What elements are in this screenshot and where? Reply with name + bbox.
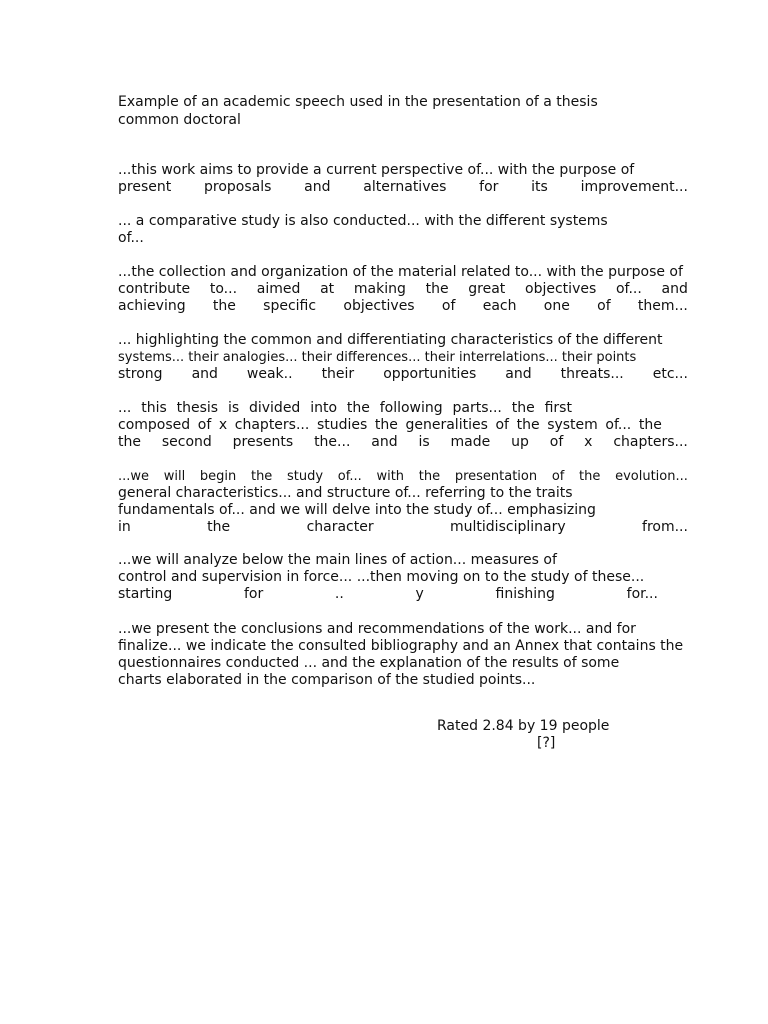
word: their (321, 366, 355, 382)
paragraph-1 (118, 162, 688, 196)
word: ... (118, 400, 132, 416)
word: generalities (405, 417, 488, 433)
word: objectives (343, 298, 415, 314)
word: alternatives (363, 179, 447, 195)
word: will (163, 469, 186, 484)
word: contribute (118, 281, 191, 297)
word: improvement... (580, 179, 688, 195)
word: .. (334, 586, 344, 602)
text-line: ...we will analyze below the main lines of action... measures of (118, 552, 557, 568)
word: in (118, 519, 131, 535)
text-line: charts elaborated in the comparison of the studied points... (118, 672, 536, 688)
word: great (468, 281, 506, 297)
text-line: ... highlighting the common and differentiating characteristics of the different (118, 332, 663, 348)
word: to... (209, 281, 238, 297)
word: the (374, 417, 398, 433)
paragraph-8 (118, 621, 688, 689)
word: weak.. (246, 366, 293, 382)
word: of (441, 298, 456, 314)
word: and (191, 366, 218, 382)
word: the (425, 281, 449, 297)
word: of... (337, 469, 362, 484)
word: of (549, 434, 564, 450)
word: divided (248, 400, 301, 416)
text-line (118, 179, 688, 196)
word: study (287, 469, 324, 484)
word: specific (263, 298, 317, 314)
word: from... (642, 519, 688, 535)
text-line: ...we present the conclusions and recommendations of the work... and for (118, 621, 636, 637)
title-line-2: common doctoral (118, 111, 241, 128)
word: the (579, 469, 601, 484)
word: evolution... (615, 469, 688, 484)
word: finishing (495, 586, 555, 602)
word: the (250, 469, 273, 484)
text-line: control and supervision in force... ...then moving on to the study of these... (118, 569, 645, 585)
word: of (551, 469, 565, 484)
text-line: ...the collection and organization of the material related to... with the purpose of (118, 264, 683, 280)
word: of (495, 417, 509, 433)
word: this (141, 400, 167, 416)
text-line (118, 519, 688, 536)
word: threats... (560, 366, 624, 382)
word: achieving (118, 298, 186, 314)
word: studies (316, 417, 368, 433)
word: x (218, 417, 228, 433)
word: at (320, 281, 335, 297)
word: composed (118, 417, 191, 433)
paragraph-7 (118, 552, 688, 603)
word: them... (637, 298, 688, 314)
rating-help-link[interactable]: [?] (537, 735, 556, 751)
word: and (304, 179, 331, 195)
word: of (597, 298, 611, 314)
word: the (346, 400, 370, 416)
word: the (511, 400, 535, 416)
word: thesis (176, 400, 219, 416)
word: for... (626, 586, 658, 602)
word: multidisciplinary (450, 519, 566, 535)
word: presentation (454, 469, 538, 484)
word: for (479, 179, 499, 195)
word: ...we (118, 469, 150, 484)
word: is (418, 434, 430, 450)
word: y (415, 586, 424, 602)
word: of... (605, 417, 632, 433)
document-title (118, 94, 598, 129)
text-line (118, 298, 688, 315)
word: the (207, 519, 231, 535)
word: up (511, 434, 529, 450)
paragraph-3 (118, 264, 688, 315)
word: chapters... (234, 417, 310, 433)
word: objectives (525, 281, 597, 297)
word: into (310, 400, 338, 416)
word: the (418, 469, 441, 484)
word: begin (199, 469, 237, 484)
word: second (161, 434, 212, 450)
text-line (118, 434, 688, 451)
title-line-1: Example of an academic speech used in the presentation of a thesis (118, 94, 598, 110)
word: parts... (452, 400, 502, 416)
rating-block (437, 718, 610, 752)
text-line: general characteristics... and structure of... referring to the traits (118, 485, 573, 501)
word: and (505, 366, 532, 382)
word: the (212, 298, 236, 314)
word: for (243, 586, 264, 602)
word: of... (615, 281, 642, 297)
word: each (482, 298, 517, 314)
word: one (543, 298, 570, 314)
word: the (516, 417, 540, 433)
word: aimed (256, 281, 301, 297)
word: present (118, 179, 172, 195)
text-line: finalize... we indicate the consulted bibliography and an Annex that contains the (118, 638, 684, 654)
word: strong (118, 366, 163, 382)
paragraph-4 (118, 332, 688, 383)
paragraph-2 (118, 213, 688, 247)
word: with (376, 469, 405, 484)
word: the (638, 417, 662, 433)
word: opportunities (383, 366, 477, 382)
text-line: questionnaires conducted ... and the explanation of the results of some (118, 655, 620, 671)
word: the... (314, 434, 351, 450)
word: starting (118, 586, 173, 602)
word: system (547, 417, 598, 433)
text-line (118, 417, 662, 434)
paragraph-6 (118, 468, 688, 536)
word: presents (232, 434, 294, 450)
paragraph-5 (118, 400, 688, 451)
text-line (118, 468, 688, 485)
word: its (531, 179, 548, 195)
word: etc... (652, 366, 688, 382)
text-line: systems... their analogies... their differences... their interrelations... their points (118, 350, 637, 365)
word: first (544, 400, 572, 416)
word: is (227, 400, 240, 416)
text-line: ... a comparative study is also conducted... with the different systems (118, 213, 608, 229)
word: making (353, 281, 406, 297)
text-line: fundamentals of... and we will delve into the study of... emphasizing (118, 502, 596, 518)
text-line (118, 400, 572, 417)
word: made (450, 434, 491, 450)
text-line (118, 586, 658, 603)
word: x (584, 434, 593, 450)
text-line (118, 281, 688, 298)
text-line: ...this work aims to provide a current perspective of... with the purpose of (118, 162, 635, 178)
text-line: of... (118, 230, 144, 246)
word: following (379, 400, 443, 416)
word: proposals (203, 179, 272, 195)
word: and (371, 434, 398, 450)
word: the (118, 434, 141, 450)
rating-text: Rated 2.84 by 19 people (437, 718, 610, 734)
word: and (661, 281, 688, 297)
word: chapters... (613, 434, 688, 450)
word: of (197, 417, 212, 433)
word: character (306, 519, 374, 535)
text-line (118, 366, 688, 383)
